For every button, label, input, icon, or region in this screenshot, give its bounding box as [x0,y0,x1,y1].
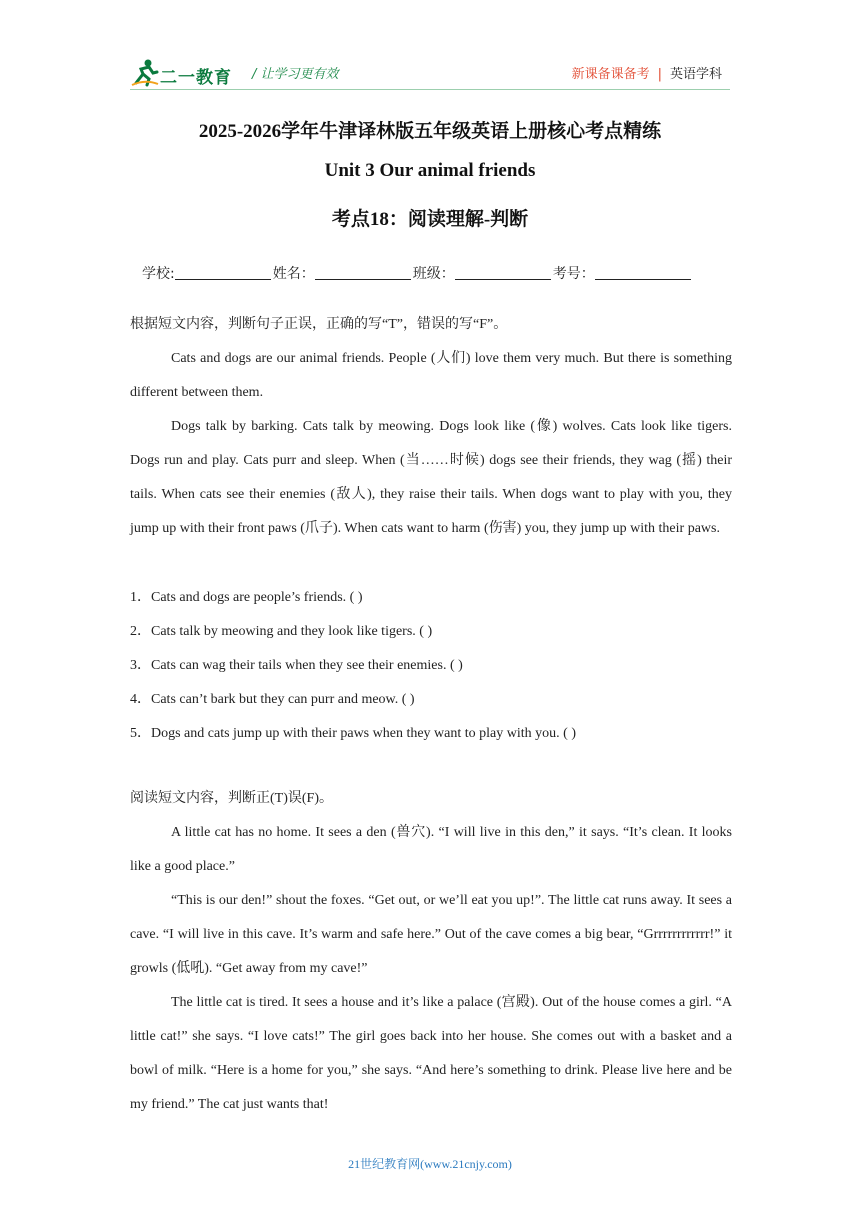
name-blank[interactable] [315,265,411,280]
section1-instruction: 根据短文内容，判断句子正误，正确的写“T”，错误的写“F”。 [130,317,508,332]
question-3: 3．Cats can wag their tails when they see their enemies. ( ) [130,658,463,673]
exam-number-blank[interactable] [595,265,691,280]
question-1: 1．Cats and dogs are people’s friends. ( ) [130,590,363,605]
section2-paragraph-1: A little cat has no home. It sees a den (兽穴). “I will live in this den,” it says. “It’s clean. It looks like a good place.” [130,825,732,874]
header-course-label: 新课备课备考 [571,67,650,82]
section1-paragraph-1: Cats and dogs are our animal friends. People (人们) love them very much. But there is something different between them. [130,351,732,400]
question-4: 4．Cats can’t bark but they can purr and meow. ( ) [130,692,415,707]
page-header [130,55,730,91]
section2-paragraph-2: “This is our den!” shout the foxes. “Get out, or we’ll eat you up!”. The little cat runs away. It sees a cave. “I will live in this cave. It’s warm and safe here.” Out of the cave comes a big bear, “Grrrrrrrrrrrr!” it growls (低吼). “Get away from my cave!” [130,893,732,976]
header-slogan: / 让学习更有效 [252,67,339,82]
question-2: 2．Cats talk by meowing and they look like tigers. ( ) [130,624,433,639]
header-separator: | [657,67,662,82]
logo [130,57,238,87]
section2-instruction: 阅读短文内容，判断正(T)误(F)。 [130,791,333,806]
header-subject-label: 英语学科 [669,67,722,82]
class-label: 班级： [412,266,455,282]
topic-title: 考点18：阅读理解-判断 [331,209,529,230]
runner-logo-icon [130,57,160,87]
school-blank[interactable] [175,265,271,280]
name-label: 姓名： [272,266,315,282]
document-title: 2025-2026学年牛津译林版五年级英语上册核心考点精练 [198,121,662,142]
logo-text: 二一教育 [160,68,232,88]
student-info-line [142,263,693,283]
school-label: 学校: [142,266,175,282]
section1-paragraph-2: Dogs talk by barking. Cats talk by meowing. Dogs look like (像) wolves. Cats look like tigers. Dogs run and play. Cats purr and sleep. When (当……时候) dogs see their friends, they wag (摇) their tails. When cats see their enemies (敌人), they raise their tails. When dogs want to play with you, they jump up with their front paws (爪子). When cats want to harm (伤害) you, they jump up with their paws. [130,419,732,536]
unit-title: Unit 3 Our animal friends [324,160,536,181]
question-5: 5．Dogs and cats jump up with their paws when they want to play with you. ( ) [130,726,576,741]
header-divider [130,89,730,90]
class-blank[interactable] [455,265,551,280]
exam-number-label: 考号： [552,266,595,282]
page-footer: 21世纪教育网(www.21cnjy.com) [348,1157,512,1171]
section2-paragraph-3: The little cat is tired. It sees a house and it’s like a palace (宫殿). Out of the house comes a girl. “A little cat!” she says. “I love cats!” The girl goes back into her house. She comes out with a basket and a bowl of milk. “Here is a home for you,” she says. “And here’s something to drink. Please live here and be my friend.” The cat just wants that! [130,995,732,1112]
header-subject [572,63,722,82]
